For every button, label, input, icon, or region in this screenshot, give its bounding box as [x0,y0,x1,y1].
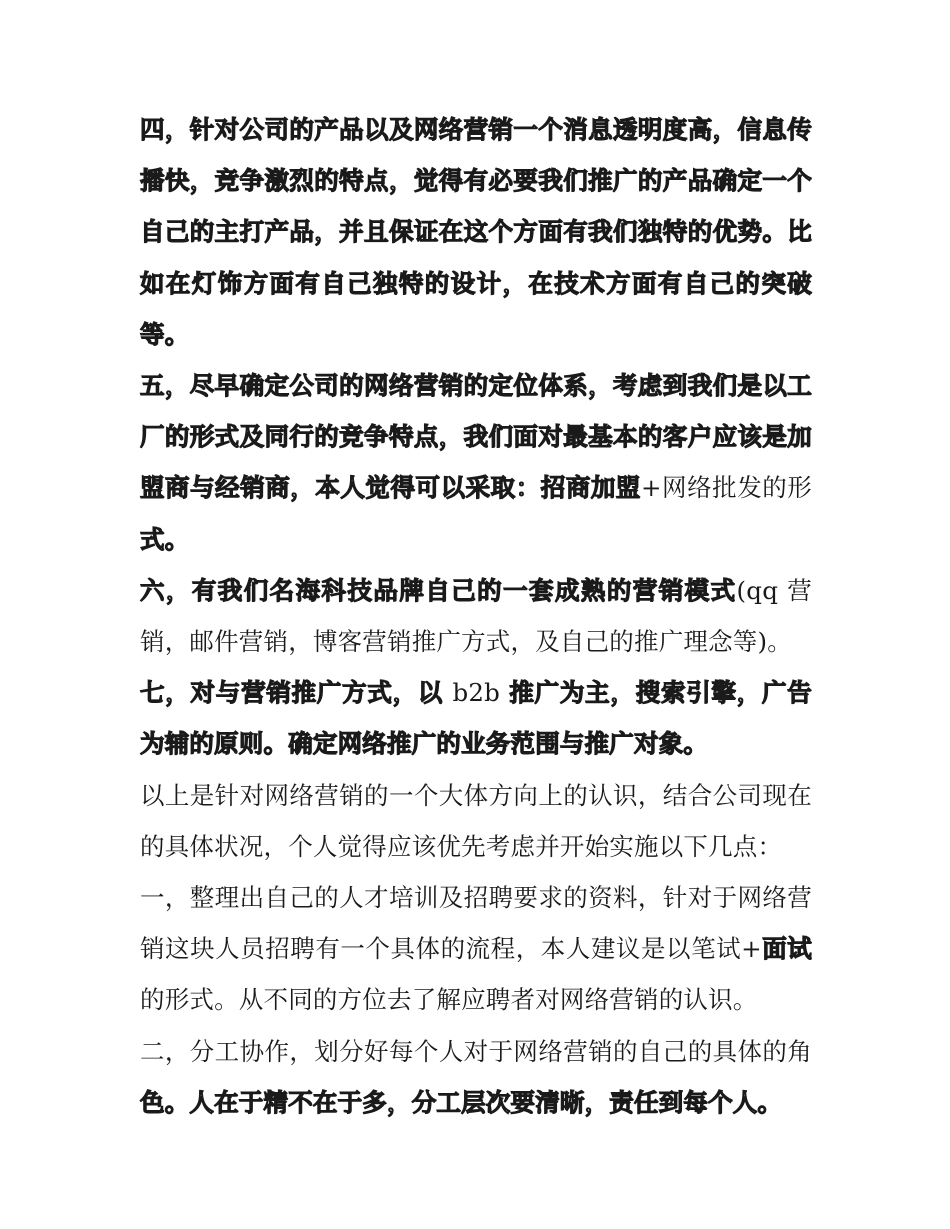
paragraph-5-text-c: 式。 [140,524,190,554]
paragraph-7-text-a: 七，对与营销推广方式，以 [140,678,453,708]
paragraph-6-text-b: (qq 营销，邮件营销，博客营销推广方式，及自己的推广理念等)。 [140,575,812,657]
paragraph-5 [140,360,812,565]
paragraph-one-text-a: 一，整理出自己的人才培训及招聘要求的资料，针对于网络营销这块人员招聘有一个具体的流程，本人建议是以笔试+ [140,883,812,964]
paragraph-summary-text: 以上是针对网络营销的一个大体方向上的认识，结合公司现在的具体状况，个人觉得应该优先考虑并开始实施以下几点： [140,780,812,861]
paragraph-two [140,1026,812,1128]
paragraph-one-text-c: 的形式。从不同的方位去了解应聘者对网络营销的认识。 [140,985,758,1015]
paragraph-two-text-b: 色。人在于精不在于多，分工层次要清晰，责任到每个人。 [140,1087,783,1117]
paragraph-7 [140,667,812,769]
paragraph-two-text-a: 二，分工协作，划分好每个人对于网络营销的自己的具体的角 [140,1036,812,1066]
paragraph-5-text-b: +网络批发的形 [640,473,813,503]
document-body [140,104,812,1128]
paragraph-summary [140,770,812,872]
paragraph-one [140,872,812,1026]
paragraph-4 [140,104,812,360]
paragraph-4-text: 四，针对公司的产品以及网络营销一个消息透明度高，信息传播快，竞争激烈的特点，觉得有必要我们推广的产品确定一个自己的主打产品，并且保证在这个方面有我们独特的优势。比如在灯饰方面有自己独特的设计，在技术方面有自己的突破等。 [140,115,812,349]
paragraph-6-text-a: 六，有我们名海科技品牌自己的一套成熟的营销模式 [140,575,737,605]
paragraph-7-text-b: b2b [452,678,501,708]
paragraph-one-text-b: 面试 [761,934,813,964]
paragraph-6 [140,565,812,667]
paragraph-7-text-c: 推广为主，搜索引擎，广告为辅的原则。确定网络推广的业务范围与推广对象。 [140,678,812,759]
paragraph-5-text-a: 五，尽早确定公司的网络营销的定位体系，考虑到我们是以工厂的形式及同行的竞争特点，我们面对最基本的客户应该是加盟商与经销商，本人觉得可以采取：招商加盟 [140,371,812,503]
